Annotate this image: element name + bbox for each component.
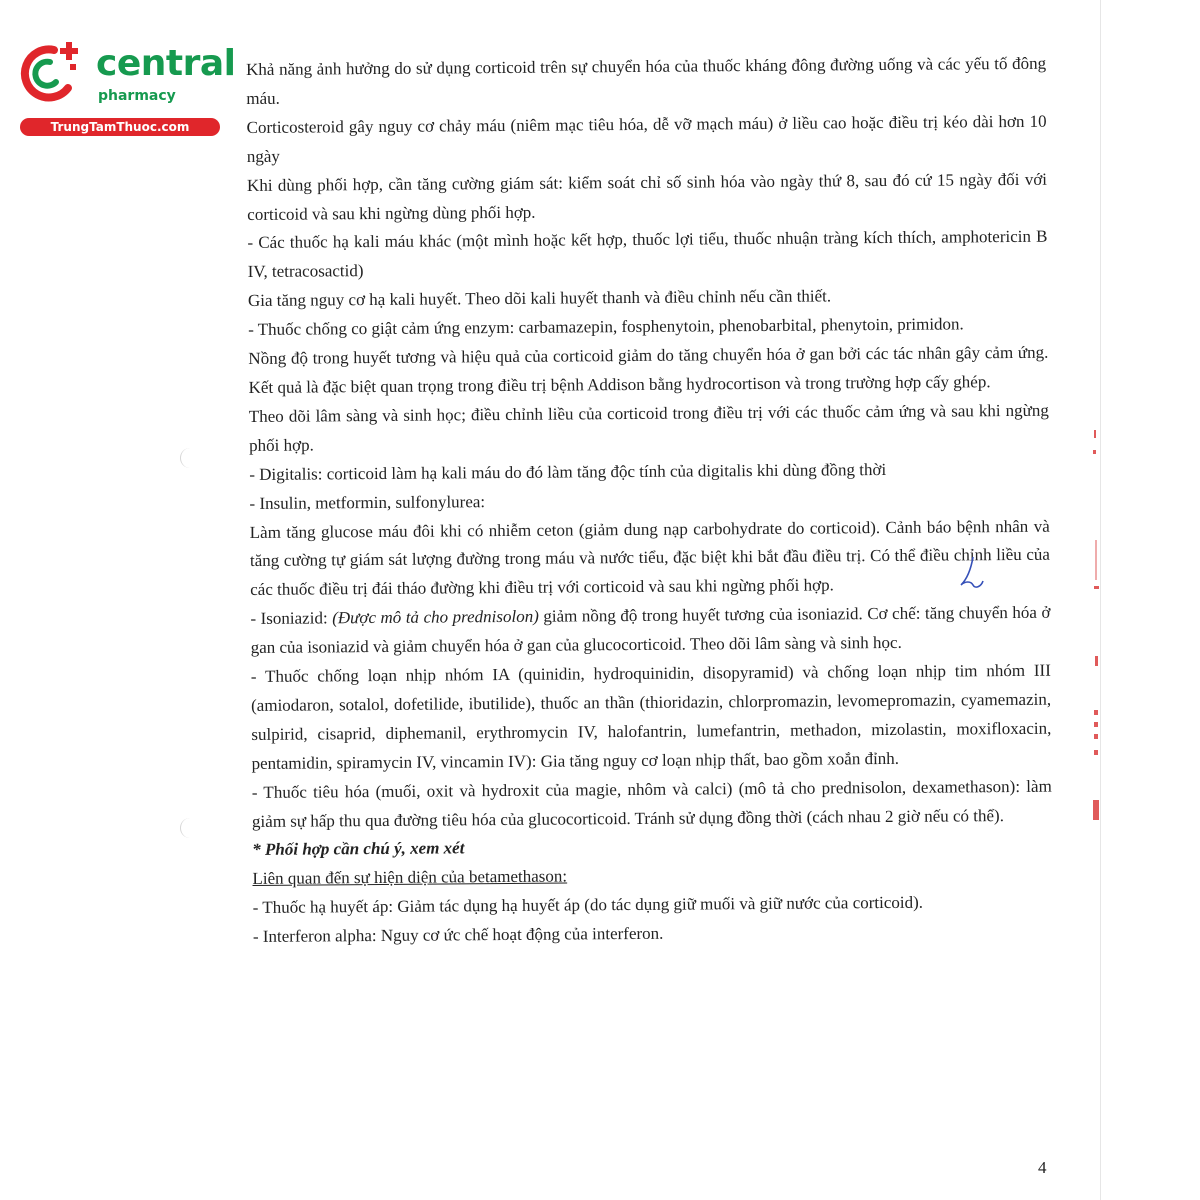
central-pharmacy-logo	[10, 38, 236, 138]
paragraph: - Thuốc chống co giật cảm ứng enzym: carbamazepin, fosphenytoin, phenobarbital, phenytoin, primidon.	[248, 314, 964, 340]
section-heading: * Phối hợp cần chú ý, xem xét	[252, 838, 465, 860]
logo-subtitle: pharmacy	[98, 88, 176, 104]
logo-brand: central	[96, 43, 236, 84]
pharmacy-cross-logo-icon	[10, 38, 90, 108]
paragraph-italic-note: (Được mô tả cho prednisolon)	[332, 606, 539, 628]
paragraph: Corticosteroid gây nguy cơ chảy máu (niêm mạc tiêu hóa, dễ vỡ mạch máu) ở liều cao hoặc điều trị kéo dài hơn 10 ngày	[246, 111, 1047, 166]
paragraph: Nồng độ trong huyết tương và hiệu quả của corticoid giảm do tăng chuyển hóa ở gan bởi các tác nhân gây cảm ứng. Kết quả là đặc biệt quan trọng trong điều trị bệnh Addison bằng hydrocortison và trong trường hợp cấy ghép.	[248, 342, 1049, 397]
pen-check-mark	[955, 555, 985, 595]
margin-punch-mark	[180, 448, 193, 468]
paragraph: Khi dùng phối hợp, cần tăng cường giám sát: kiểm soát chỉ số sinh hóa vào ngày thứ 8, sau đó cứ 15 ngày đối với corticoid và sau khi ngừng dùng phối hợp.	[246, 169, 1048, 224]
side-stamp-marks	[1086, 420, 1106, 840]
paragraph: Làm tăng glucose máu đôi khi có nhiễm ceton (giảm dung nạp carbohydrate do corticoid). Cảnh báo bệnh nhân và tăng cường tự giám sát lượng đường trong máu và nước tiểu, đặc biệt khi bắt đầu điều trị. Có thể điều chỉnh liều của các thuốc điều trị đái tháo đường khi điều trị với corticoid và sau khi ngừng phối hợp.	[249, 516, 1051, 600]
paragraph	[250, 599, 1050, 663]
paragraph-rest: giảm nồng độ trong huyết tương của isoniazid. Cơ chế: tăng chuyển hóa ở gan của isoniazid và giảm chuyển hóa ở gan của glucocorticoid. Theo dõi lâm sàng và sinh học.	[250, 602, 1051, 658]
paragraph: Gia tăng nguy cơ hạ kali huyết. Theo dõi kali huyết thanh và điều chỉnh nếu cần thiết.	[247, 286, 832, 311]
document-body	[246, 50, 1053, 952]
margin-punch-mark	[180, 818, 193, 838]
paragraph: - Interferon alpha: Nguy cơ ức chế hoạt động của interferon.	[252, 923, 664, 947]
paragraph: Theo dõi lâm sàng và sinh học; điều chỉnh liều của corticoid trong điều trị với các thuốc cảm ứng và sau khi ngừng phối hợp.	[248, 400, 1049, 455]
paragraph: Khả năng ảnh hưởng do sử dụng corticoid trên sự chuyển hóa của thuốc kháng đông đường uống và các yếu tố đông máu.	[246, 53, 1047, 108]
underlined-text: Liên quan đến sự hiện diện của betamethason:	[252, 866, 568, 889]
logo-site-band: TrungTamThuoc.com	[20, 118, 220, 136]
paragraph: - Các thuốc hạ kali máu khác (một mình hoặc kết hợp, thuốc lợi tiểu, thuốc nhuận tràng kích thích, amphotericin B IV, tetracosactid)	[247, 227, 1048, 282]
paragraph: - Thuốc chống loạn nhịp nhóm IA (quinidin, hydroquinidin, disopyramid) và chống loạn nhịp tim nhóm III (amiodaron, sotalol, dofetilide, ibutilide), thuốc an thần (thioridazin, chlorpromazin, levomepromazin, cyamemazin, sulpirid, cisaprid, diphemanil, erythromycin IV, halofantrin, lumefantrin, methadon, mizolastin, moxifloxacin, pentamidin, spiramycin IV, vincamin IV): Gia tăng nguy cơ loạn nhịp thất, bao gồm xoắn đỉnh.	[250, 660, 1052, 773]
paragraph: - Thuốc tiêu hóa (muối, oxit và hydroxit của magie, nhôm và calci) (mô tả cho prednisolon, dexamethason): làm giảm sự hấp thu qua đường tiêu hóa của glucocorticoid. Tránh sử dụng đồng thời (cách nhau 2 giờ nếu có thể).	[251, 776, 1052, 831]
paragraph: - Digitalis: corticoid làm hạ kali máu do đó làm tăng độc tính của digitalis khi dùng đồng thời	[249, 459, 887, 484]
paragraph: - Thuốc hạ huyết áp: Giảm tác dụng hạ huyết áp (do tác dụng giữ muối và giữ nước của corticoid).	[252, 892, 924, 918]
paragraph: - Insulin, metformin, sulfonylurea:	[249, 491, 486, 513]
paragraph-lead: - Isoniazid:	[250, 608, 333, 629]
page-number: 4	[1038, 1158, 1047, 1177]
